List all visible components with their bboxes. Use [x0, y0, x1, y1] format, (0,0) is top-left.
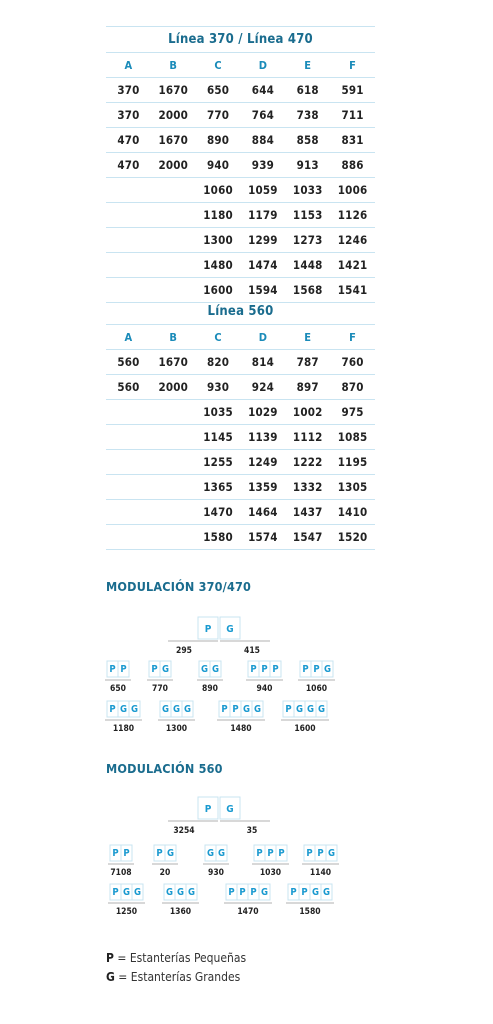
table-cell: 930 — [196, 375, 241, 400]
module-width-label: 1180 — [112, 724, 135, 734]
shelf-letter: P — [317, 848, 324, 859]
module-width-label: 20 — [159, 868, 171, 878]
table-cell: 1299 — [240, 228, 285, 253]
shelf-letter: G — [323, 664, 332, 675]
table-cell: 560 — [106, 350, 151, 375]
table-cell: 1300 — [196, 228, 241, 253]
table-cell: 760 — [330, 350, 375, 375]
column-header: B — [151, 53, 196, 78]
shelf-letter: G — [172, 704, 181, 715]
shelf-letter: G — [211, 664, 220, 675]
table-cell: 1195 — [330, 450, 375, 475]
table-cell: 2000 — [151, 153, 196, 178]
table-cell: 1541 — [330, 278, 375, 303]
table-cell: 814 — [240, 350, 285, 375]
width-label-left: 295 — [176, 646, 192, 656]
table-cell: 1035 — [196, 400, 241, 425]
module-group — [108, 884, 145, 917]
column-header: E — [285, 53, 330, 78]
shelf-letter: G — [165, 887, 174, 898]
module-width-label: 1470 — [237, 907, 259, 917]
table-cell: 764 — [240, 103, 285, 128]
shelf-letter: G — [317, 704, 326, 715]
shelf-letter: G — [295, 704, 304, 715]
table-cell: 1574 — [240, 525, 285, 550]
legend-text: = Estanterías Pequeñas — [113, 951, 247, 965]
table-cell: 711 — [330, 103, 375, 128]
table-cell: 884 — [240, 128, 285, 153]
table-cell: 1359 — [240, 475, 285, 500]
shelf-letter: P — [112, 848, 119, 859]
table-cell: 1085 — [330, 425, 375, 450]
module-width-label: 1060 — [305, 684, 328, 694]
module-width-label: 1480 — [230, 724, 252, 734]
table-cell: 644 — [240, 78, 285, 103]
module-width-label: 1030 — [259, 868, 282, 878]
table-cell: 2000 — [151, 103, 196, 128]
module-group — [108, 845, 134, 878]
shelf-letter: G — [327, 848, 336, 859]
table-cell: 370 — [106, 78, 151, 103]
module-group — [203, 845, 229, 878]
module-width-label: 1140 — [309, 868, 332, 878]
shelf-letter: P — [123, 848, 130, 859]
table-cell: 1006 — [330, 178, 375, 203]
table-cell: 1480 — [196, 253, 241, 278]
table-cell: 1520 — [330, 525, 375, 550]
table-cell: 1273 — [285, 228, 330, 253]
table-cell: 897 — [285, 375, 330, 400]
column-header: A — [106, 325, 151, 350]
table-cell: 913 — [285, 153, 330, 178]
table-cell: 1033 — [285, 178, 330, 203]
module-width-label: 1580 — [299, 907, 321, 917]
table-cell: 1437 — [285, 500, 330, 525]
shelf-letter: P — [272, 664, 279, 675]
module-width-label: 770 — [152, 684, 168, 694]
module-width-label: 1360 — [169, 907, 192, 917]
table-cell: 1249 — [240, 450, 285, 475]
module-group — [162, 884, 199, 917]
width-label-left: 3254 — [173, 826, 195, 836]
table-cell: 591 — [330, 78, 375, 103]
table-cell: 1179 — [240, 203, 285, 228]
shelf-letter: P — [228, 887, 235, 898]
shelf-letter: G — [226, 804, 234, 815]
shelf-letter: G — [187, 887, 196, 898]
shelf-letter: G — [161, 704, 170, 715]
shelf-letter: G — [161, 664, 170, 675]
shelf-letter: P — [221, 704, 228, 715]
table-cell: 1448 — [285, 253, 330, 278]
table-cell: 975 — [330, 400, 375, 425]
table-cell: 940 — [196, 153, 241, 178]
column-header: B — [151, 325, 196, 350]
legend-key: P — [106, 951, 114, 965]
shelf-letter: P — [109, 704, 116, 715]
section-title: MODULACIÓN 370/470 — [106, 579, 252, 594]
module-width-label: 940 — [256, 684, 273, 694]
table-cell: 890 — [196, 128, 241, 153]
shelf-letter: G — [200, 664, 209, 675]
shelf-letter: G — [260, 887, 269, 898]
shelf-letter: P — [306, 848, 313, 859]
shelf-letter: G — [166, 848, 175, 859]
table-cell: 1580 — [196, 525, 241, 550]
shelf-letter: G — [119, 704, 128, 715]
shelf-letter: G — [306, 704, 315, 715]
table-cell: 1002 — [285, 400, 330, 425]
module-width-label: 1300 — [165, 724, 188, 734]
shelf-letter: G — [176, 887, 185, 898]
shelf-letter: G — [183, 704, 192, 715]
table-cell: 1410 — [330, 500, 375, 525]
shelf-letter: P — [261, 664, 268, 675]
module-width-label: 930 — [208, 868, 224, 878]
shelf-letter: P — [151, 664, 158, 675]
shelf-letter: G — [253, 704, 262, 715]
table-cell: 1126 — [330, 203, 375, 228]
shelf-letter: P — [232, 704, 239, 715]
section-title: MODULACIÓN 560 — [106, 761, 223, 776]
shelf-letter: G — [133, 887, 142, 898]
shelf-letter: P — [256, 848, 263, 859]
shelf-letter: G — [322, 887, 331, 898]
shelf-letter: P — [112, 887, 119, 898]
shelf-letter: P — [267, 848, 274, 859]
module-group — [224, 884, 272, 917]
table-cell: 1474 — [240, 253, 285, 278]
table-cell: 650 — [196, 78, 241, 103]
table-cell: 560 — [106, 375, 151, 400]
table-cell: 2000 — [151, 375, 196, 400]
shelf-letter: G — [130, 704, 139, 715]
table-cell: 1568 — [285, 278, 330, 303]
table-cell: 924 — [240, 375, 285, 400]
table-cell: 370 — [106, 103, 151, 128]
shelf-letter: P — [204, 804, 212, 815]
table-cell: 1029 — [240, 400, 285, 425]
table-cell: 1139 — [240, 425, 285, 450]
table-cell: 1365 — [196, 475, 241, 500]
column-header: A — [106, 53, 151, 78]
table-cell: 1112 — [285, 425, 330, 450]
shelf-letter: P — [302, 664, 309, 675]
column-header: F — [330, 53, 375, 78]
table-cell: 1332 — [285, 475, 330, 500]
table-cell: 858 — [285, 128, 330, 153]
column-header: D — [240, 325, 285, 350]
column-header: E — [285, 325, 330, 350]
shelf-letter: P — [204, 624, 212, 635]
table-cell: 618 — [285, 78, 330, 103]
table-cell: 1255 — [196, 450, 241, 475]
shelf-letter: G — [226, 624, 234, 635]
width-label-right: 415 — [244, 646, 260, 656]
module-width-label: 1250 — [115, 907, 138, 917]
table-cell: 1059 — [240, 178, 285, 203]
shelf-letter: P — [278, 848, 285, 859]
width-label-right: 35 — [246, 826, 258, 836]
shelf-letter: P — [285, 704, 292, 715]
table-cell: 470 — [106, 128, 151, 153]
shelf-letter: P — [290, 887, 297, 898]
shelf-letter: P — [239, 887, 246, 898]
legend-key: G — [106, 970, 115, 984]
module-group — [152, 845, 178, 878]
table-cell: 1180 — [196, 203, 241, 228]
legend-text: = Estanterías Grandes — [114, 970, 241, 984]
shelf-letter: P — [250, 664, 257, 675]
table-cell: 787 — [285, 350, 330, 375]
table-cell: 1145 — [196, 425, 241, 450]
table-cell: 1222 — [285, 450, 330, 475]
table-cell: 470 — [106, 153, 151, 178]
column-header: C — [196, 325, 241, 350]
table-cell: 1594 — [240, 278, 285, 303]
module-group — [252, 845, 289, 878]
module-width-label: 890 — [202, 684, 218, 694]
column-header: D — [240, 53, 285, 78]
table-cell: 1464 — [240, 500, 285, 525]
shelf-letter: G — [242, 704, 251, 715]
table-cell: 1600 — [196, 278, 241, 303]
module-width-label: 7108 — [110, 868, 132, 878]
column-header: F — [330, 325, 375, 350]
legend-g — [106, 970, 240, 984]
table-cell: 939 — [240, 153, 285, 178]
module-group — [302, 845, 339, 878]
shelf-letter: G — [217, 848, 226, 859]
shelf-letter: P — [301, 887, 308, 898]
table-cell: 738 — [285, 103, 330, 128]
shelf-letter: P — [250, 887, 257, 898]
column-header: C — [196, 53, 241, 78]
table-cell: 820 — [196, 350, 241, 375]
shelf-letter: P — [109, 664, 116, 675]
table-cell: 1153 — [285, 203, 330, 228]
table-cell: 1060 — [196, 178, 241, 203]
table-cell: 770 — [196, 103, 241, 128]
table-cell: 1470 — [196, 500, 241, 525]
table-title: Línea 370 / Línea 470 — [106, 27, 375, 53]
table-title: Línea 560 — [106, 299, 375, 325]
table-cell: 831 — [330, 128, 375, 153]
module-group — [286, 884, 334, 917]
shelf-letter: P — [156, 848, 163, 859]
shelf-letter: G — [311, 887, 320, 898]
shelf-letter: P — [313, 664, 320, 675]
table-cell: 1670 — [151, 350, 196, 375]
shelf-letter: P — [120, 664, 127, 675]
shelf-letter: G — [122, 887, 131, 898]
table-cell: 1421 — [330, 253, 375, 278]
table-cell: 886 — [330, 153, 375, 178]
table-cell: 1305 — [330, 475, 375, 500]
table-cell: 1246 — [330, 228, 375, 253]
module-width-label: 650 — [110, 684, 126, 694]
module-width-label: 1600 — [294, 724, 316, 734]
table-cell: 1547 — [285, 525, 330, 550]
table-cell: 1670 — [151, 128, 196, 153]
legend-p — [106, 951, 246, 965]
table-cell: 870 — [330, 375, 375, 400]
shelf-letter: G — [206, 848, 215, 859]
table-cell: 1670 — [151, 78, 196, 103]
